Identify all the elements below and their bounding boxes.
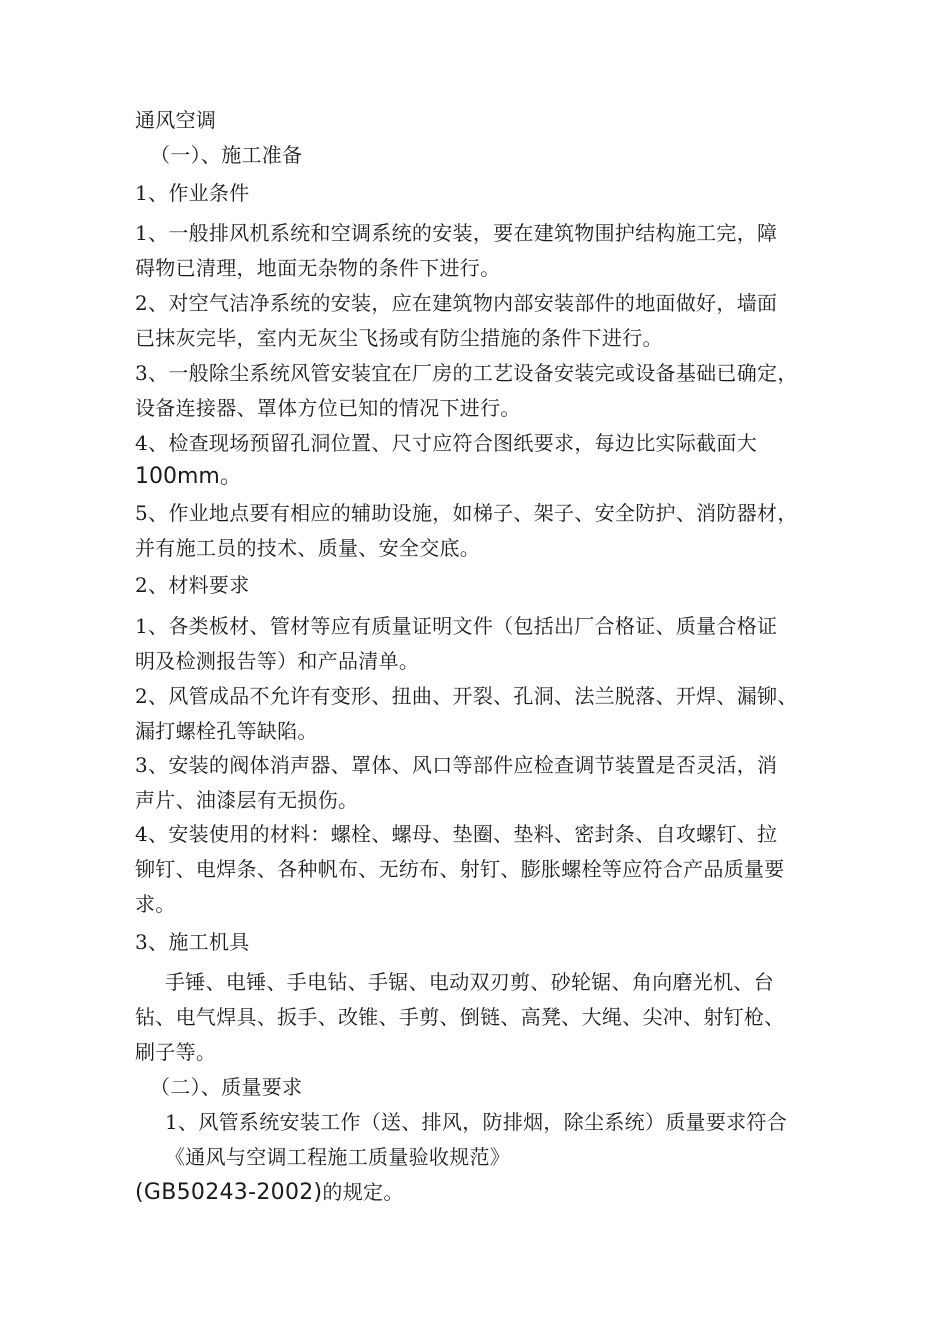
subsection-heading: （二）、质量要求 — [150, 1075, 303, 1099]
paragraph-line: 并有施工员的技术、质量、安全交底。 — [135, 536, 481, 560]
paragraph-line: 钻、电气焊具、扳手、改锥、手剪、倒链、高凳、大绳、尖冲、射钉枪、 — [135, 1005, 785, 1029]
paragraph-line: 1、各类板材、管材等应有质量证明文件（包括出厂合格证、质量合格证 — [135, 614, 778, 638]
paragraph-line: 3、安装的阀体消声器、罩体、风口等部件应检查调节装置是否灵活，消 — [135, 753, 778, 777]
paragraph-line: 刷子等。 — [135, 1040, 217, 1064]
standard-code: (GB50243-2002) — [135, 1180, 323, 1205]
item-heading: 1、作业条件 — [135, 181, 250, 205]
paragraph-line: 手锤、电锤、手电钻、手锯、电动双刃剪、砂轮锯、角向磨光机、台 — [165, 970, 774, 994]
paragraph-line: 4、检查现场预留孔洞位置、尺寸应符合图纸要求，每边比实际截面大 — [135, 431, 758, 455]
paragraph-line: 铆钉、电焊条、各种帆布、无纺布、射钉、膨胀螺栓等应符合产品质量要 — [135, 857, 785, 881]
item-heading: 2、材料要求 — [135, 573, 250, 597]
section-title: 通风空调 — [135, 108, 217, 132]
paragraph-line: 4、安装使用的材料：螺栓、螺母、垫圈、垫料、密封条、自攻螺钉、拉 — [135, 822, 778, 846]
item-heading: 3、施工机具 — [135, 930, 250, 954]
paragraph-line: 已抹灰完毕，室内无灰尘飞扬或有防尘措施的条件下进行。 — [135, 326, 663, 350]
paragraph-line: 碍物已清理，地面无杂物的条件下进行。 — [135, 256, 501, 280]
paragraph-line: 设备连接器、罩体方位已知的情况下进行。 — [135, 396, 521, 420]
paragraph-line — [135, 1180, 404, 1205]
paragraph-line: 1、一般排风机系统和空调系统的安装，要在建筑物围护结构施工完，障 — [135, 221, 778, 245]
paragraph-tail: 的规定。 — [322, 1180, 404, 1204]
paragraph-line: 2、风管成品不允许有变形、扭曲、开裂、孔洞、法兰脱落、开焊、漏铆、 — [135, 684, 798, 708]
paragraph-line: 明及检测报告等）和产品清单。 — [135, 649, 420, 673]
paragraph-line: 漏打螺栓孔等缺陷。 — [135, 719, 318, 743]
paragraph-line: 求。 — [135, 892, 176, 916]
paragraph-line: 声片、油漆层有无损伤。 — [135, 788, 359, 812]
paragraph-line: 2、对空气洁净系统的安装，应在建筑物内部安装部件的地面做好，墙面 — [135, 291, 778, 315]
paragraph-line: 3、一般除尘系统风管安装宜在厂房的工艺设备安装完或设备基础已确定， — [135, 361, 798, 385]
subsection-heading: （一）、施工准备 — [150, 143, 303, 167]
paragraph-line: 《通风与空调工程施工质量验收规范》 — [165, 1145, 511, 1169]
paragraph-line: 5、作业地点要有相应的辅助设施，如梯子、架子、安全防护、消防器材， — [135, 501, 798, 525]
paragraph-line: 100mm。 — [135, 464, 242, 489]
paragraph-line: 1、风管系统安装工作（送、排风，防排烟，除尘系统）质量要求符合 — [165, 1110, 788, 1134]
